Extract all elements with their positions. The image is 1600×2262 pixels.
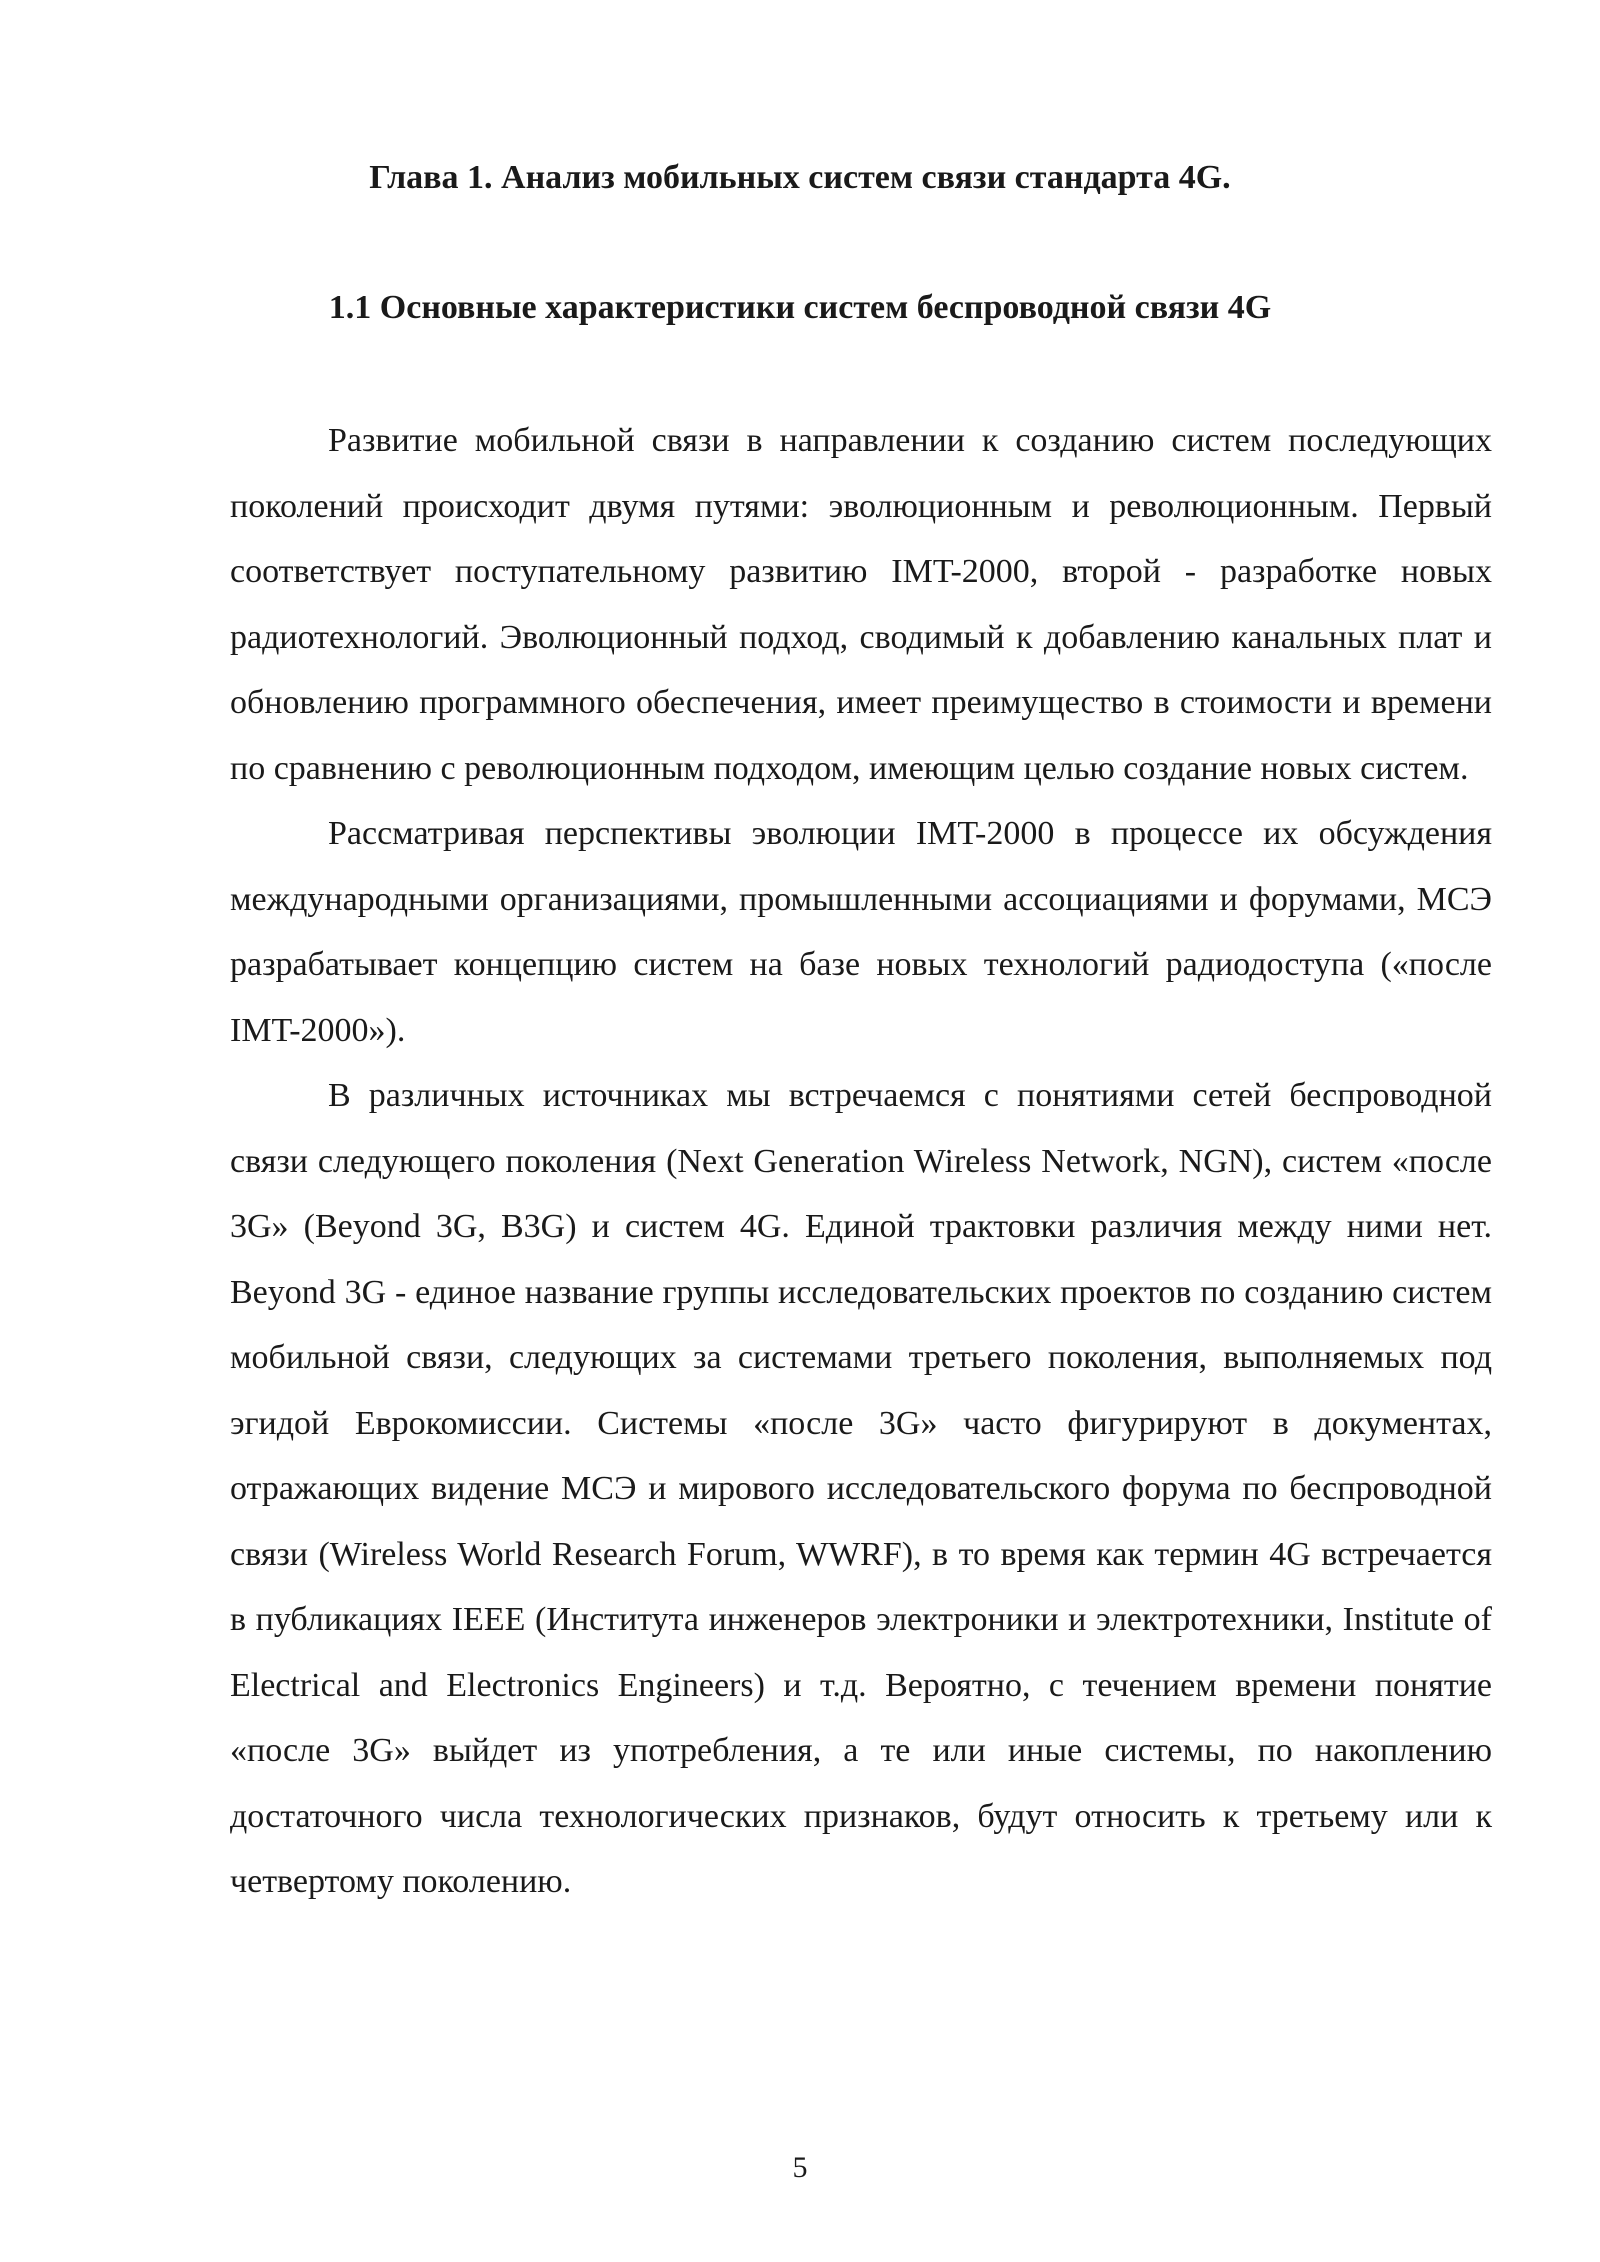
paragraph-1: Развитие мобильной связи в направлении к созданию систем последующих поколений происходит двумя путями: эволюционным и революционным. Первый соответствует поступательному развитию IMT-2000, второй - разработке новых радиотехнологий. Эволюционный подход, сводимый к добавлению канальных плат и обновлению программного обеспечения, имеет преимущество в стоимости и времени по сравнению с революционным подходом, имеющим целью создание новых систем. [230,422,1492,787]
paragraph-3: В различных источниках мы встречаемся с понятиями сетей беспроводной связи следующего поколения (Next Generation Wireless Network, NGN), систем «после 3G» (Beyond 3G, B3G) и систем 4G. Единой трактовки различия между ними нет. Beyond 3G - единое название группы исследовательских проектов по созданию систем мобильной связи, следующих за системами третьего поколения, выполняемых под эгидой Еврокомиссии. Системы «после 3G» часто фигурируют в документах, отражающих видение МСЭ и мирового исследовательского форума по беспроводной связи (Wireless World Research Forum, WWRF), в то время как термин 4G встречается в публикациях IEEE (Института инженеров электроники и электротехники, Institute of Electrical and Electronics Engineers) и т.д. Вероятно, с течением времени понятие «после 3G» выйдет из употребления, а те или иные системы, по накоплению достаточного числа технологических признаков, будут относить к третьему или к четвертому поколению. [230,1077,1492,1900]
page-number: 5 [792,2151,808,2184]
paragraph-2: Рассматривая перспективы эволюции IMT-2000 в процессе их обсуждения международными организациями, промышленными ассоциациями и форумами, МСЭ разрабатывает концепцию систем на базе новых технологий радиодоступа («после IMT-2000»). [230,815,1492,1049]
document-body [230,408,1492,1915]
chapter-title: Глава 1. Анализ мобильных систем связи стандарта 4G. [369,159,1231,196]
section-title: 1.1 Основные характеристики систем беспроводной связи 4G [328,289,1272,326]
